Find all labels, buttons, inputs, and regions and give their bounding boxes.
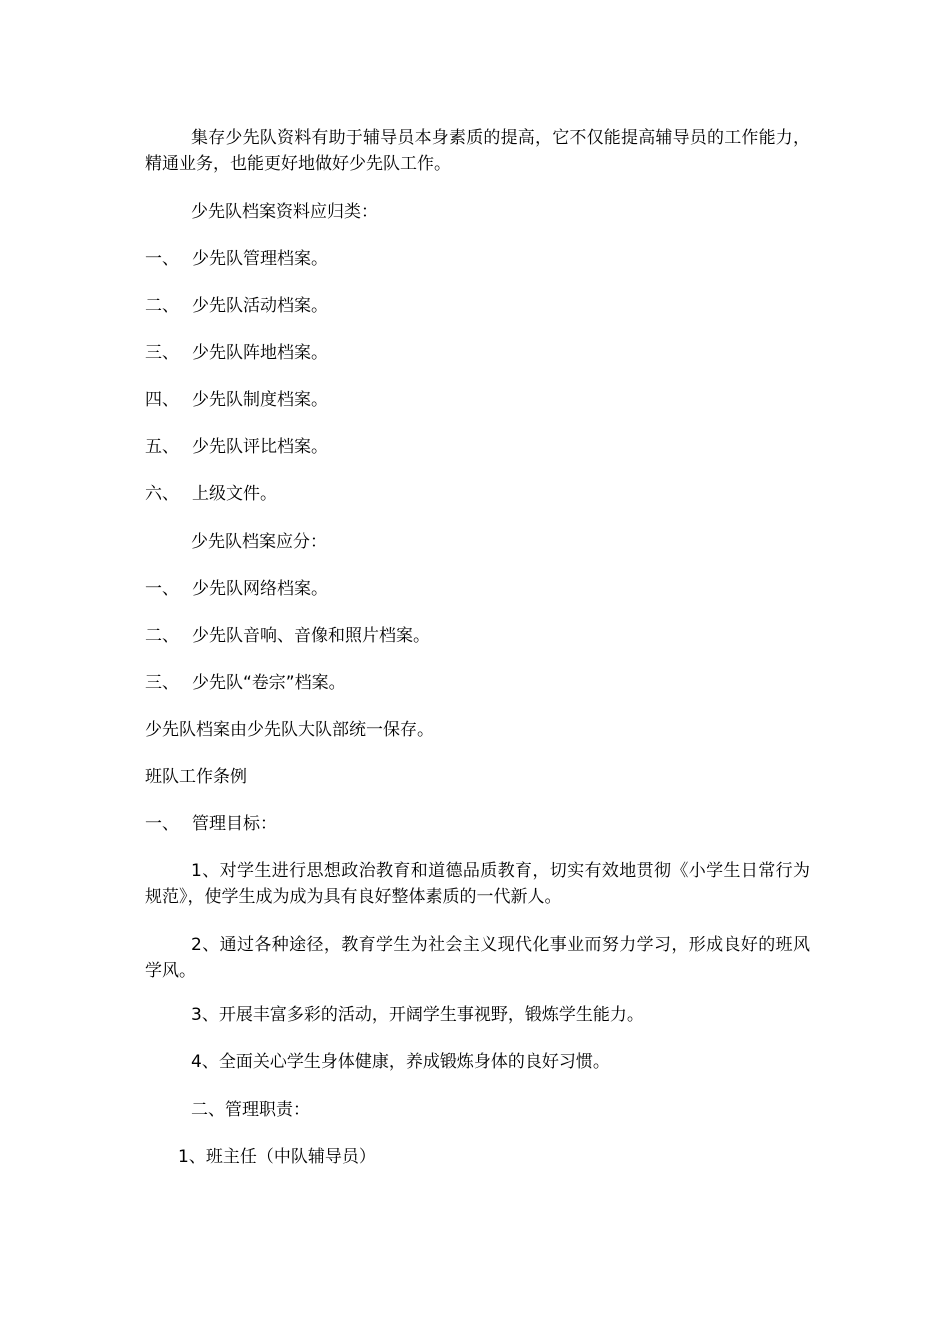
goal-paragraph: 1、对学生进行思想政治教育和道德品质教育，切实有效地贯彻《小学生日常行为规范》，使学生成为成为具有良好整体素质的一代新人。 bbox=[145, 861, 810, 907]
classify-item bbox=[145, 434, 810, 460]
divide-heading: 少先队档案应分： bbox=[191, 532, 327, 552]
list-number: 一、 bbox=[145, 814, 179, 834]
duty-item: 1、班主任（中队辅导员） bbox=[178, 1147, 376, 1167]
list-number: 二、 bbox=[145, 296, 179, 316]
list-text: 少先队制度档案。 bbox=[192, 390, 328, 410]
goal-heading bbox=[145, 811, 810, 837]
list-text: 少先队音响、音像和照片档案。 bbox=[192, 626, 430, 646]
list-text: 少先队管理档案。 bbox=[192, 249, 328, 269]
classify-item bbox=[145, 246, 810, 272]
list-number: 四、 bbox=[145, 390, 179, 410]
list-number: 二、 bbox=[145, 626, 179, 646]
list-text: 少先队评比档案。 bbox=[192, 437, 328, 457]
intro-paragraph: 集存少先队资料有助于辅导员本身素质的提高，它不仅能提高辅导员的工作能力，精通业务，也能更好地做好少先队工作。 bbox=[145, 128, 810, 174]
goal-paragraph: 3、开展丰富多彩的活动，开阔学生事视野，锻炼学生能力。 bbox=[191, 1005, 644, 1025]
list-text: 少先队阵地档案。 bbox=[192, 343, 328, 363]
divide-item bbox=[145, 670, 810, 696]
list-text: 少先队网络档案。 bbox=[192, 579, 328, 599]
list-text: 少先队“卷宗”档案。 bbox=[192, 673, 346, 693]
list-number: 一、 bbox=[145, 579, 179, 599]
list-text: 管理目标： bbox=[192, 814, 277, 834]
list-number: 三、 bbox=[145, 673, 179, 693]
goal-paragraph: 2、通过各种途径，教育学生为社会主义现代化事业而努力学习，形成良好的班风学风。 bbox=[145, 935, 810, 981]
list-number: 三、 bbox=[145, 343, 179, 363]
classify-item bbox=[145, 340, 810, 366]
section-title: 班队工作条例 bbox=[145, 767, 247, 787]
list-number: 六、 bbox=[145, 484, 179, 504]
goal-paragraph: 4、全面关心学生身体健康，养成锻炼身体的良好习惯。 bbox=[191, 1052, 610, 1072]
list-text: 少先队活动档案。 bbox=[192, 296, 328, 316]
list-text: 上级文件。 bbox=[192, 484, 277, 504]
storage-paragraph: 少先队档案由少先队大队部统一保存。 bbox=[145, 720, 434, 740]
classify-item bbox=[145, 293, 810, 319]
list-number: 一、 bbox=[145, 249, 179, 269]
divide-item bbox=[145, 576, 810, 602]
list-number: 五、 bbox=[145, 437, 179, 457]
classify-item bbox=[145, 387, 810, 413]
classify-item bbox=[145, 481, 810, 507]
divide-item bbox=[145, 623, 810, 649]
classify-heading: 少先队档案资料应归类： bbox=[191, 202, 378, 222]
duty-heading: 二、管理职责： bbox=[191, 1100, 310, 1120]
